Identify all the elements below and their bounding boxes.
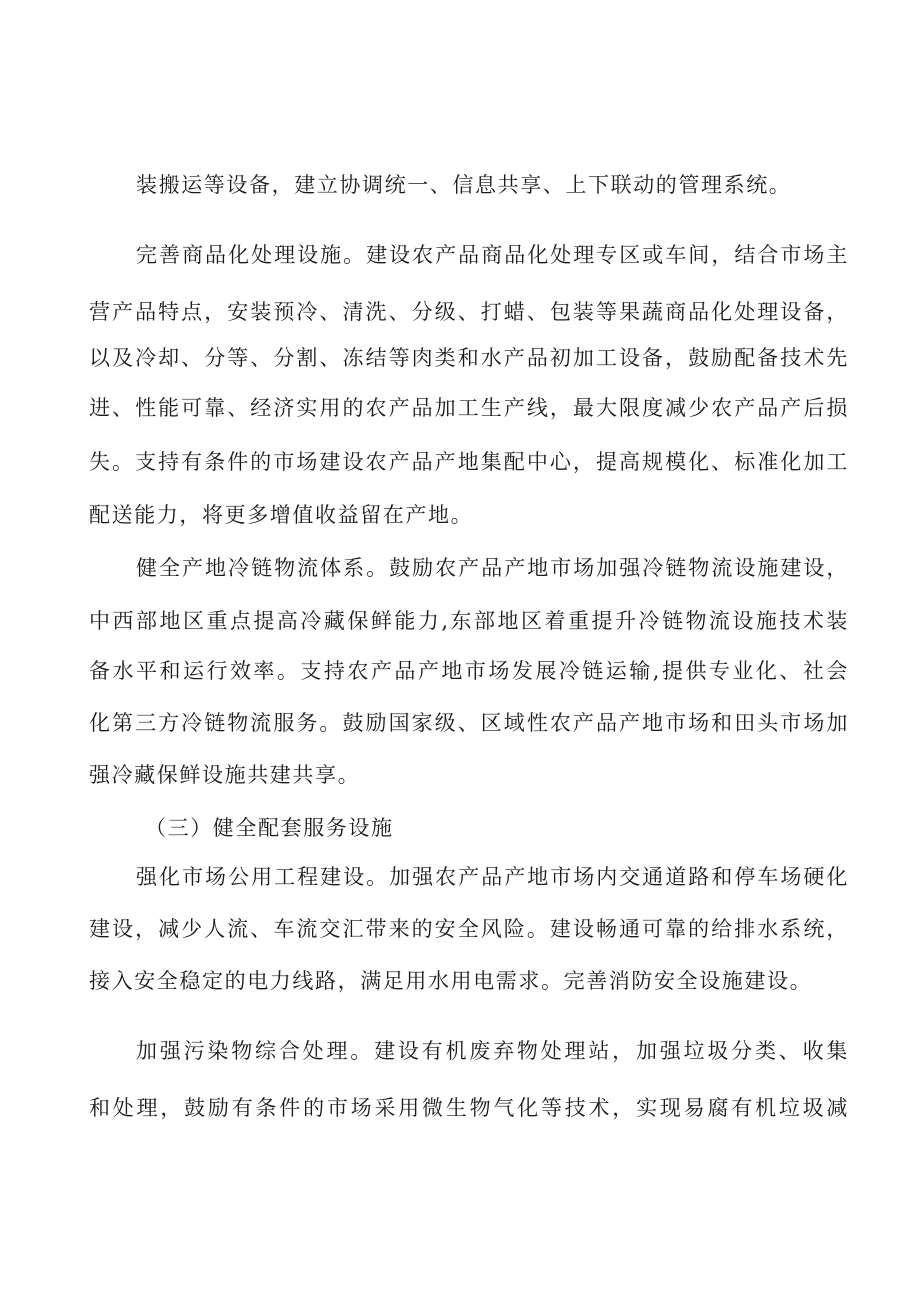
paragraph-3-line-3: 备水平和运行效率。支持农产品产地市场发展冷链运输,提供专业化、社会 [89, 659, 849, 683]
paragraph-2-line-2: 营产品特点，安装预冷、清洗、分级、打蜡、包装等果蔬商品化处理设备， [89, 300, 849, 324]
paragraph-2-line-5: 失。支持有条件的市场建设农产品产地集配中心，提高规模化、标准化加工 [89, 450, 849, 474]
paragraph-4-line-2: 建设，减少人流、车流交汇带来的安全风险。建设畅通可靠的给排水系统， [89, 917, 849, 941]
paragraph-3-line-5: 强冷藏保鲜设施共建共享。 [89, 763, 361, 787]
paragraph-5-line-1: 加强污染物综合处理。建设有机废弃物处理站，加强垃圾分类、收集 [136, 1039, 849, 1063]
paragraph-3-line-1: 健全产地冷链物流体系。鼓励农产品产地市场加强冷链物流设施建设， [136, 556, 849, 580]
paragraph-2-line-4: 进、性能可靠、经济实用的农产品加工生产线，最大限度减少农产品产后损 [89, 396, 849, 420]
paragraph-1-line-1: 装搬运等设备，建立协调统一、信息共享、上下联动的管理系统。 [136, 173, 792, 197]
paragraph-3-line-4: 化第三方冷链物流服务。鼓励国家级、区域性农产品产地市场和田头市场加 [89, 711, 849, 735]
paragraph-3-line-2: 中西部地区重点提高冷藏保鲜能力,东部地区着重提升冷链物流设施技术装 [89, 609, 849, 633]
paragraph-2-line-3: 以及冷却、分等、分割、冻结等肉类和水产品初加工设备，鼓励配备技术先 [89, 346, 849, 370]
paragraph-2-line-6: 配送能力，将更多增值收益留在产地。 [89, 503, 474, 527]
paragraph-4-line-3: 接入安全稳定的电力线路，满足用水用电需求。完善消防安全设施建设。 [89, 969, 813, 993]
section-heading: （三）健全配套服务设施 [145, 816, 394, 840]
paragraph-2-line-1: 完善商品化处理设施。建设农产品商品化处理专区或车间，结合市场主 [136, 243, 849, 267]
paragraph-4-line-1: 强化市场公用工程建设。加强农产品产地市场内交通道路和停车场硬化 [136, 865, 849, 889]
paragraph-5-line-2: 和处理，鼓励有条件的市场采用微生物气化等技术，实现易腐有机垃圾减 [89, 1096, 849, 1120]
